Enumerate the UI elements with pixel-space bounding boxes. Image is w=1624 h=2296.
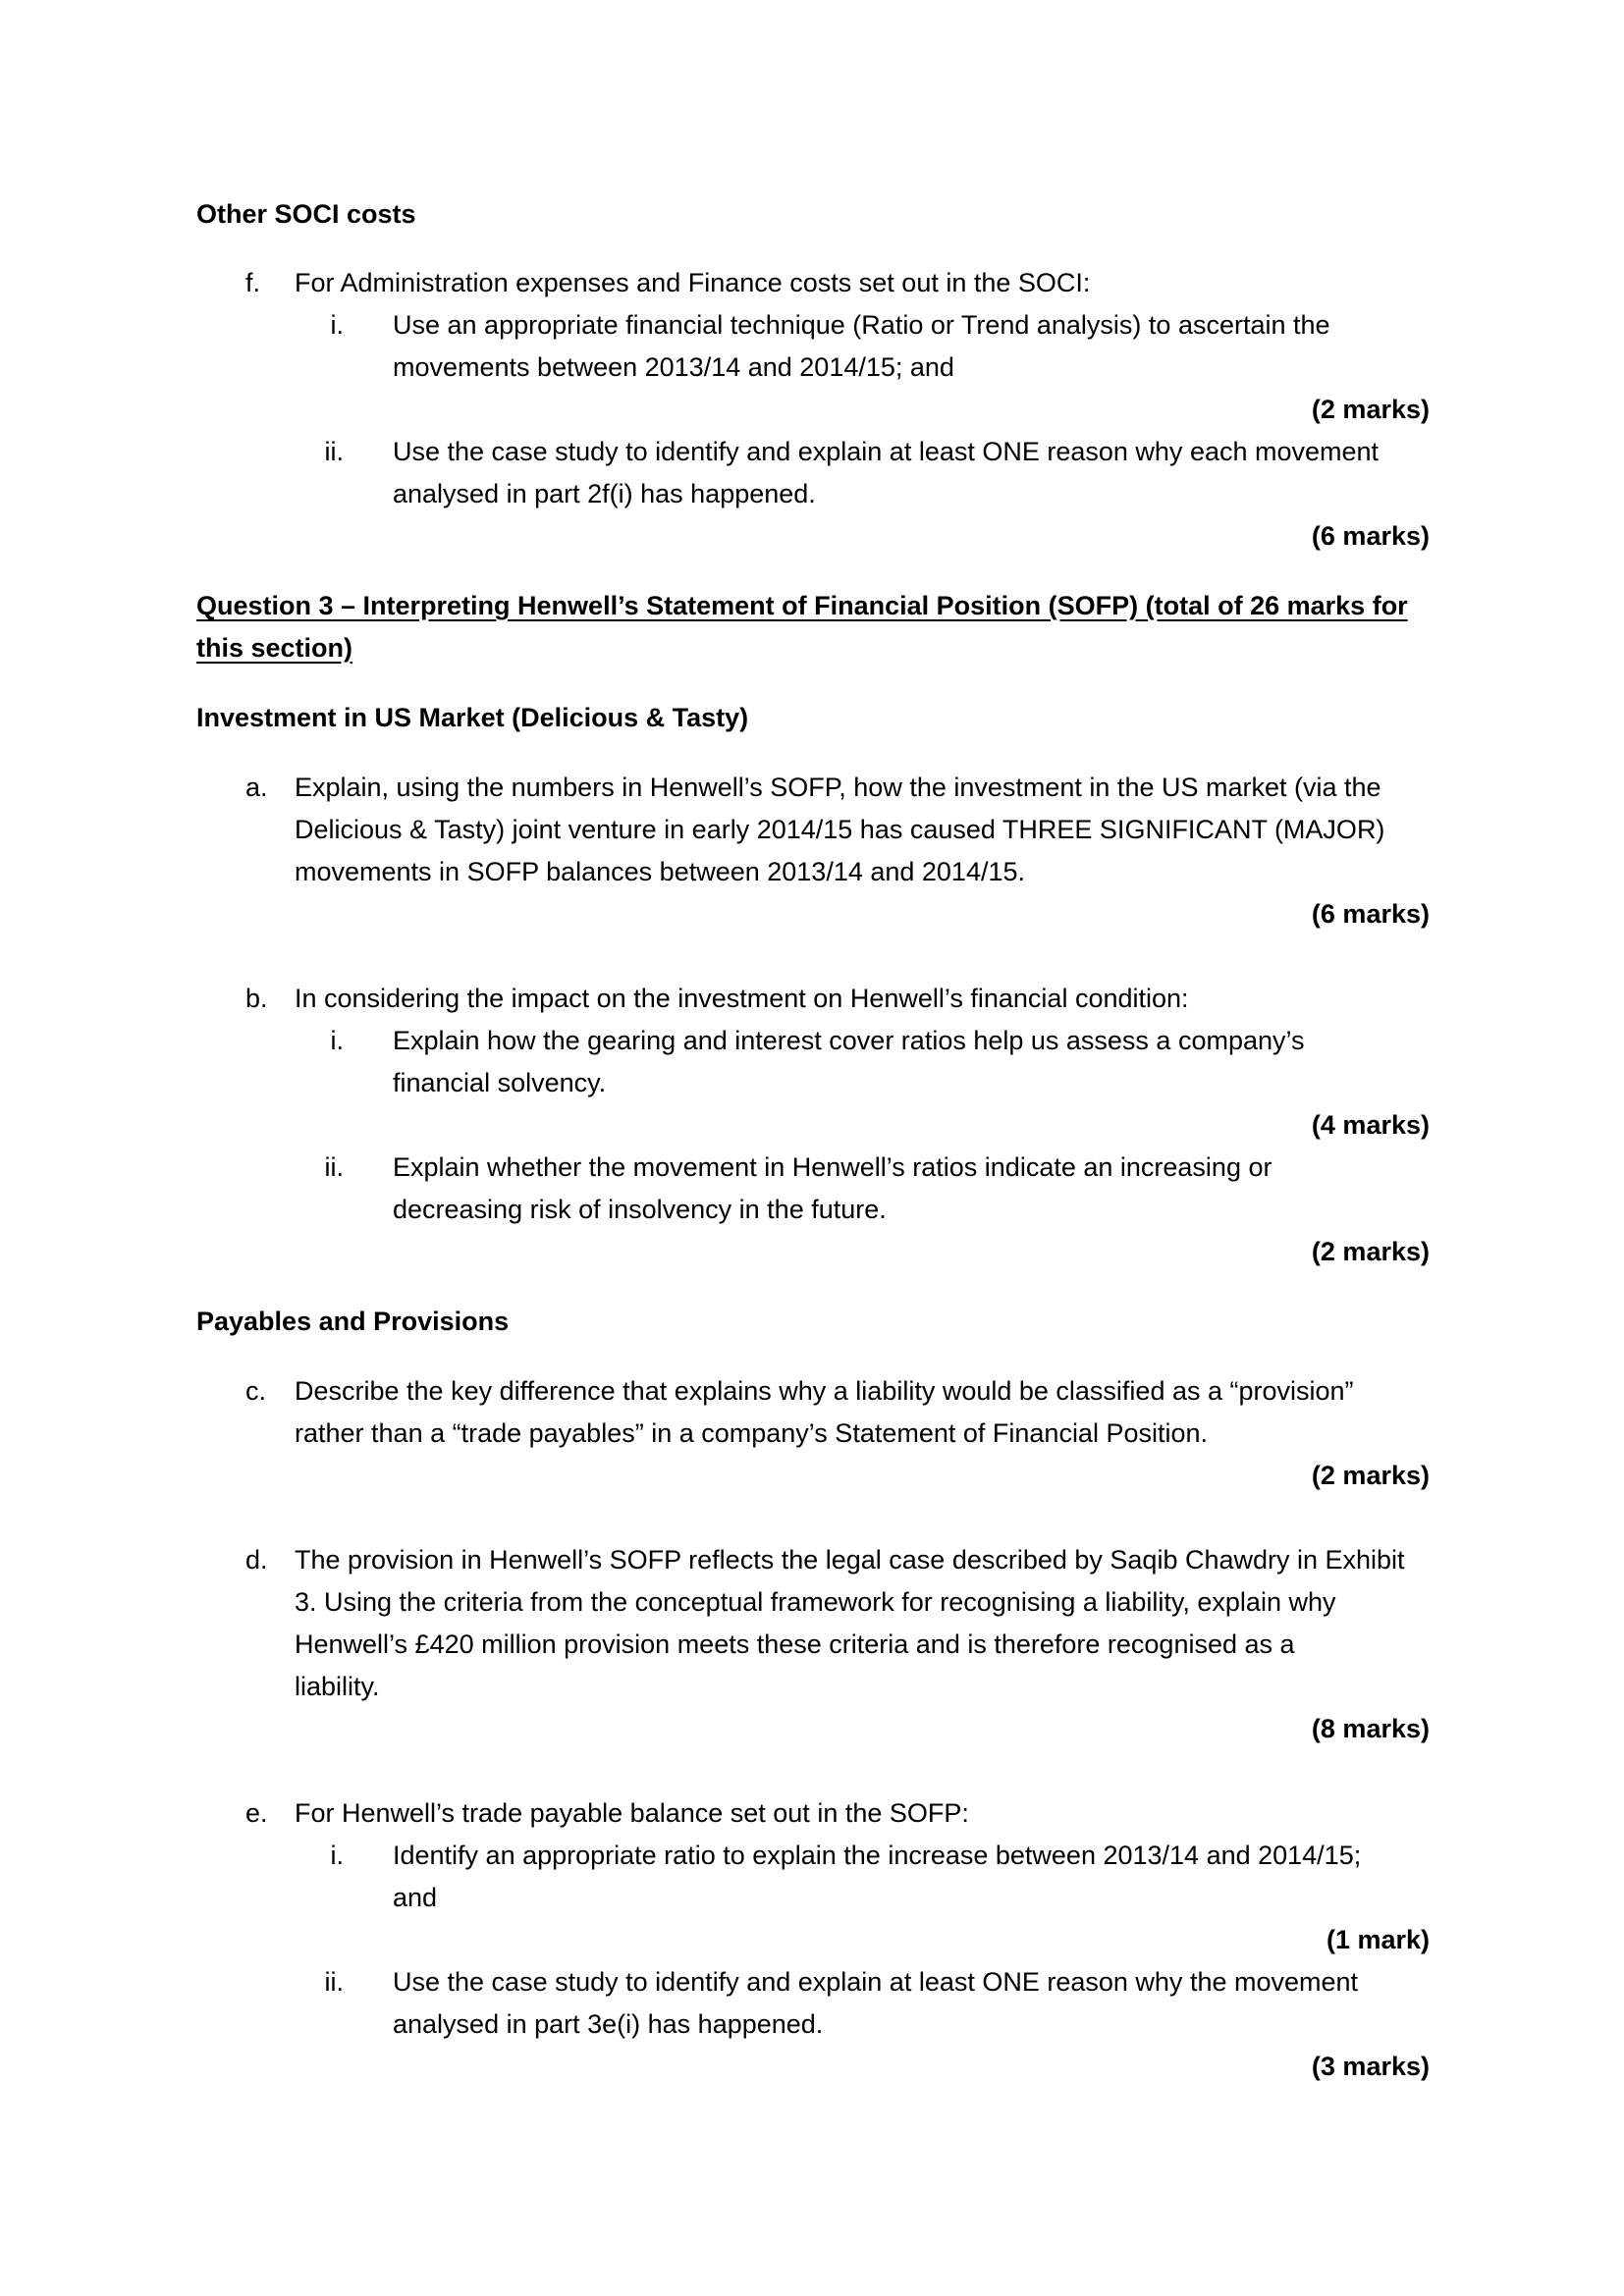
question-3b-ii-line1: Explain whether the movement in Henwell’s ratios indicate an increasing or	[393, 1152, 1272, 1182]
marks-3b-i: (4 marks)	[1311, 1110, 1430, 1140]
subitem-label-3b-ii: ii.	[324, 1152, 344, 1182]
item-label-d: d.	[245, 1545, 268, 1575]
question-3b-ii-line2: decreasing risk of insolvency in the future.	[393, 1195, 887, 1224]
section-heading-investment: Investment in US Market (Delicious & Tasty)	[196, 703, 749, 732]
item-label-a: a.	[245, 773, 268, 802]
question-3a-line2: Delicious & Tasty) joint venture in early 2014/15 has caused THREE SIGNIFICANT (MAJOR)	[295, 815, 1385, 844]
subitem-label-2f-ii: ii.	[324, 437, 344, 466]
question-3d-line3: Henwell’s £420 million provision meets these criteria and is therefore recognised as a	[295, 1629, 1295, 1659]
question-3a-line1: Explain, using the numbers in Henwell’s SOFP, how the investment in the US market (via the	[295, 773, 1381, 802]
question-3d-line1: The provision in Henwell’s SOFP reflects the legal case described by Saqib Chawdry in Exhibit	[295, 1545, 1405, 1575]
question-3b-i-line2: financial solvency.	[393, 1068, 607, 1097]
question-3d-line2: 3. Using the criteria from the conceptual framework for recognising a liability, explain why	[295, 1587, 1336, 1617]
question-3c-line2: rather than a “trade payables” in a company’s Statement of Financial Position.	[295, 1418, 1209, 1448]
item-label-c: c.	[245, 1376, 267, 1406]
item-label-e: e.	[245, 1798, 268, 1828]
section-heading-payables: Payables and Provisions	[196, 1307, 510, 1336]
subitem-label-2f-i: i.	[330, 310, 344, 340]
item-label-b: b.	[245, 984, 268, 1013]
question-3b-text: In considering the impact on the investment on Henwell’s financial condition:	[295, 984, 1189, 1013]
marks-3d: (8 marks)	[1311, 1714, 1430, 1743]
question-3e-ii-line2: analysed in part 3e(i) has happened.	[393, 2009, 824, 2039]
subitem-label-3e-ii: ii.	[324, 1967, 344, 1997]
section-heading-other-soci: Other SOCI costs	[196, 199, 416, 229]
question-3-title-line1: Question 3 – Interpreting Henwell’s Statement of Financial Position (SOFP) (total of 26 marks for	[196, 591, 1408, 620]
marks-3a: (6 marks)	[1311, 899, 1430, 929]
marks-3c: (2 marks)	[1311, 1461, 1430, 1490]
question-2f-ii-line1: Use the case study to identify and explain at least ONE reason why each movement	[393, 437, 1380, 466]
question-3e-ii-line1: Use the case study to identify and explain at least ONE reason why the movement	[393, 1967, 1359, 1997]
question-2f-text: For Administration expenses and Finance costs set out in the SOCI:	[295, 268, 1091, 297]
item-label-f: f.	[245, 268, 261, 297]
marks-3e-ii: (3 marks)	[1311, 2052, 1430, 2081]
question-3e-text: For Henwell’s trade payable balance set out in the SOFP:	[295, 1798, 969, 1828]
question-3b-i-line1: Explain how the gearing and interest cover ratios help us assess a company’s	[393, 1026, 1305, 1055]
question-3-title-line2: this section)	[196, 633, 353, 663]
question-3c-line1: Describe the key difference that explains why a liability would be classified as a “provision”	[295, 1376, 1354, 1406]
marks-3e-i: (1 mark)	[1326, 1925, 1430, 1954]
marks-2f-i: (2 marks)	[1311, 395, 1430, 424]
question-3a-line3: movements in SOFP balances between 2013/14 and 2014/15.	[295, 857, 1026, 886]
question-2f-ii-line2: analysed in part 2f(i) has happened.	[393, 479, 816, 508]
marks-3b-ii: (2 marks)	[1311, 1237, 1430, 1266]
subitem-label-3e-i: i.	[330, 1841, 344, 1870]
question-3e-i-line2: and	[393, 1883, 438, 1912]
marks-2f-ii: (6 marks)	[1311, 521, 1430, 551]
question-2f-i-line2: movements between 2013/14 and 2014/15; and	[393, 352, 954, 382]
subitem-label-3b-i: i.	[330, 1026, 344, 1055]
question-3d-line4: liability.	[295, 1672, 380, 1701]
question-2f-i-line1: Use an appropriate financial technique (Ratio or Trend analysis) to ascertain the	[393, 310, 1330, 340]
question-3e-i-line1: Identify an appropriate ratio to explain the increase between 2013/14 and 2014/15;	[393, 1841, 1362, 1870]
